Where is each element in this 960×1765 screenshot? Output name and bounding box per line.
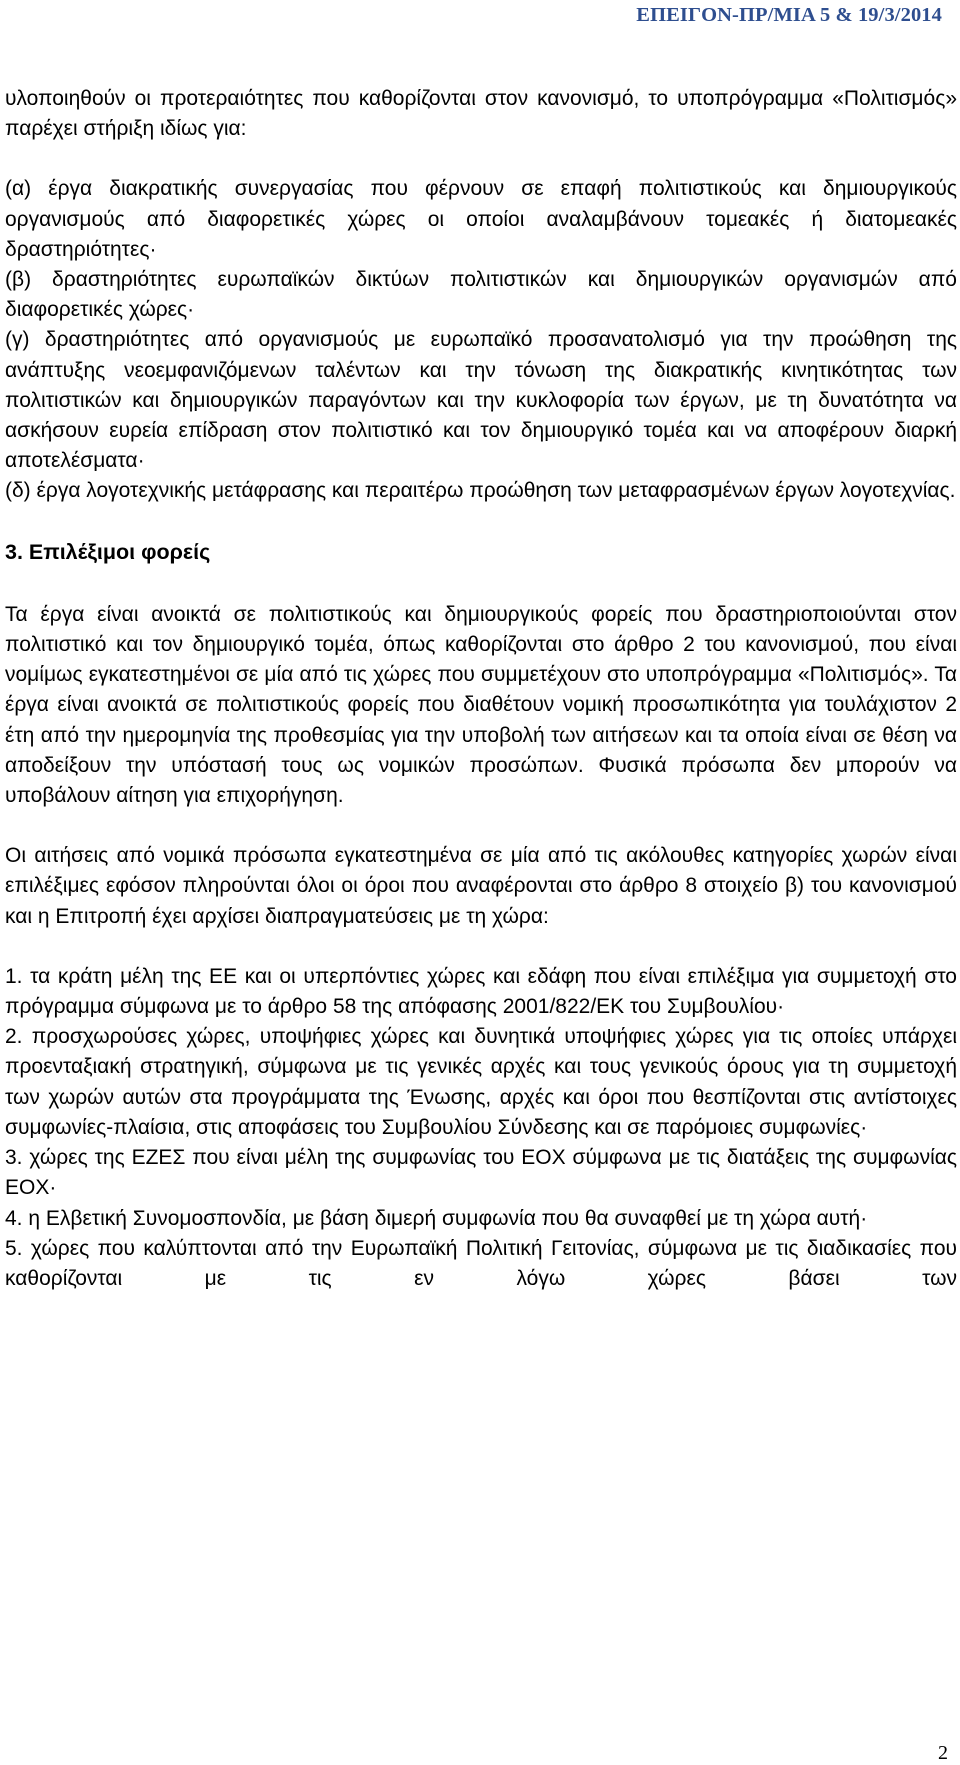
running-header: ΕΠΕΙΓΟΝ-ΠΡ/ΜΙΑ 5 & 19/3/2014 xyxy=(636,4,942,26)
country-category-5: 5. χώρες που καλύπτονται από την Ευρωπαϊκή Πολιτική Γειτονίας, σύμφωνα με τις διαδικασίες που καθορίζονται με τις εν λόγω χώρες βάσει των xyxy=(5,1236,957,1290)
intro-paragraph: υλοποιηθούν οι προτεραιότητες που καθορίζονται στον κανονισμό, το υποπρόγραμμα «Πολιτισμός» παρέχει στήριξη ιδίως για: xyxy=(5,87,957,141)
country-category-3: 3. χώρες της ΕΖΕΣ που είναι μέλη της συμφωνίας του ΕΟΧ σύμφωνα με τις διατάξεις της συμφωνίας ΕΟΧ· xyxy=(5,1146,957,1200)
support-item-a: (α) έργα διακρατικής συνεργασίας που φέρνουν σε επαφή πολιτιστικούς και δημιουργικούς οργανισμούς από διαφορετικές χώρες οι οποίοι αναλαμβάνουν τομεακές ή διατομεακές δραστηριότητες· xyxy=(5,177,957,261)
country-category-2: 2. προσχωρούσες χώρες, υποψήφιες χώρες και δυνητικά υποψήφιες χώρες για τις οποίες υπάρχει προενταξιακή στρατηγική, σύμφωνα με τις γενικές αρχές και τους γενικούς όρους για τη συμμετοχή των χωρών αυτών στα προγράμματα της Ένωσης, αρχές και όροι που θεσπίζονται στις αντίστοιχες συμφωνίες-πλαίσια, στις αποφάσεις του Συμβουλίου Σύνδεσης και σε παρόμοιες συμφωνίες· xyxy=(5,1025,957,1139)
country-category-1: 1. τα κράτη μέλη της ΕΕ και οι υπερπόντιες χώρες και εδάφη που είναι επιλέξιμα για συμμετοχή στο πρόγραμμα σύμφωνα με το άρθρο 58 της απόφασης 2001/822/ΕΚ του Συμβουλίου· xyxy=(5,964,957,1019)
support-item-d: (δ) έργα λογοτεχνικής μετάφρασης και περαιτέρω προώθηση των μεταφρασμένων έργων λογοτεχνίας. xyxy=(5,479,956,503)
page-number: 2 xyxy=(938,1742,948,1764)
support-item-b: (β) δραστηριότητες ευρωπαϊκών δικτύων πολιτιστικών και δημιουργικών οργανισμών από διαφορετικές χώρες· xyxy=(5,268,957,322)
eligibility-paragraph: Τα έργα είναι ανοικτά σε πολιτιστικούς και δημιουργικούς φορείς που δραστηριοποιούνται στον πολιτιστικό και τον δημιουργικό τομέα, όπως καθορίζονται στο άρθρο 2 του κανονισμού, που είναι νομίμως εγκατεστημένοι σε μία από τις χώρες που συμμετέχουν στο υποπρόγραμμα «Πολιτισμός». Τα έργα είναι ανοικτά σε πολιτιστικούς φορείς που διαθέτουν νομική προσωπικότητα για τουλάχιστον 2 έτη από την ημερομηνία της προθεσμίας για την υποβολή των αιτήσεων και τα οποία είναι σε θέση να αποδείξουν την υπόστασή τους ως νομικών προσώπων. Φυσικά πρόσωπα δεν μπορούν να υποβάλουν αίτηση για επιχορήγηση. xyxy=(5,602,957,808)
support-item-c: (γ) δραστηριότητες από οργανισμούς με ευρωπαϊκό προσανατολισμό για την προώθηση της ανάπτυξης νεοεμφανιζόμενων ταλέντων και την τόνωση της διακρατικής κινητικότητας των πολιτιστικών και δημιουργικών παραγόντων και την κυκλοφορία των έργων, με τη δυνατότητα να ασκήσουν ευρεία επίδραση στον πολιτιστικό και τον δημιουργικό τομέα και να αποφέρουν διαρκή αποτελέσματα· xyxy=(5,328,957,473)
country-category-4: 4. η Ελβετική Συνομοσπονδία, με βάση διμερή συμφωνία που θα συναφθεί με τη χώρα αυτή· xyxy=(5,1206,868,1230)
support-list xyxy=(5,174,957,506)
country-category-list xyxy=(5,962,957,1294)
section-heading: 3. Επιλέξιμοι φορείς xyxy=(5,539,211,564)
countries-intro-paragraph: Οι αιτήσεις από νομικά πρόσωπα εγκατεστημένα σε μία από τις ακόλουθες κατηγορίες χωρών είναι επιλέξιμες εφόσον πληρούνται όλοι οι όροι που αναφέρονται στο άρθρο 8 στοιχείο β) του κανονισμού και η Επιτροπή έχει αρχίσει διαπραγματεύσεις με τη χώρα: xyxy=(5,844,957,928)
document-body xyxy=(5,84,957,1294)
